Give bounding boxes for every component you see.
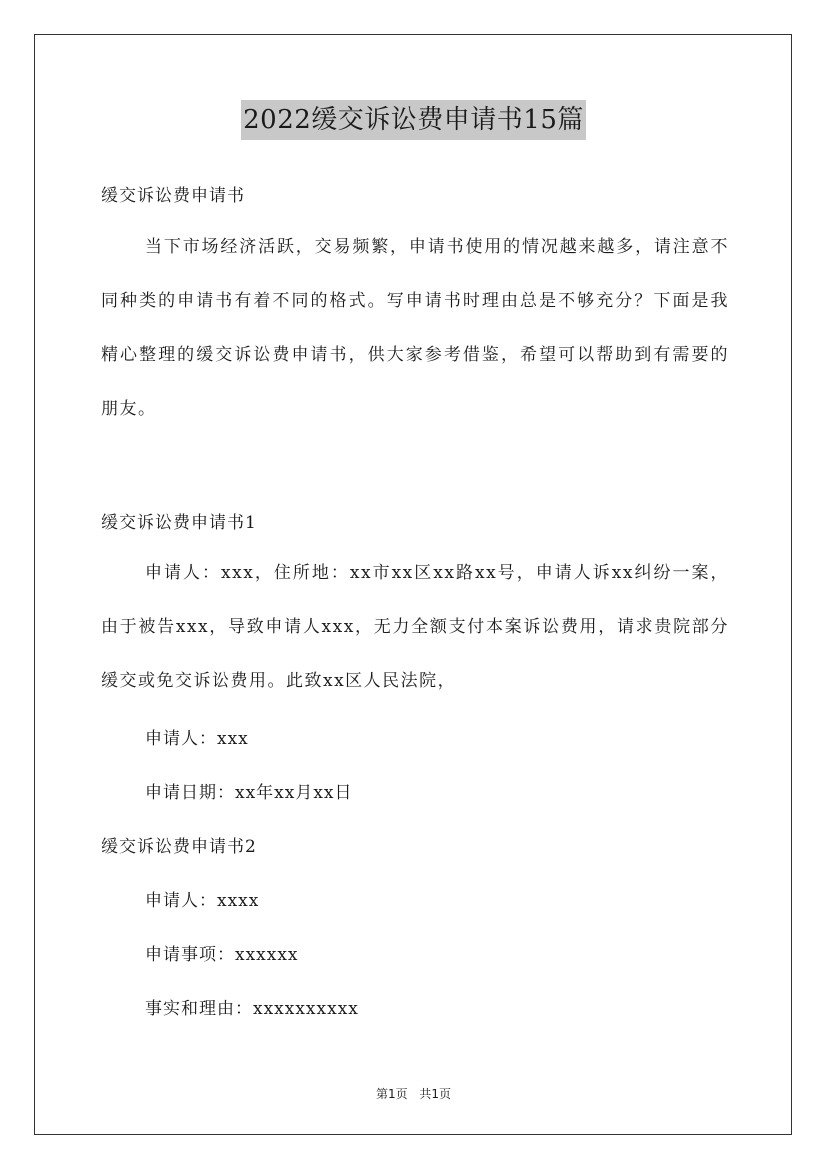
page-total: 共1页: [419, 1087, 452, 1101]
document-title: 2022缓交诉讼费申请书15篇: [241, 100, 586, 140]
intro-paragraph: 当下市场经济活跃，交易频繁，申请书使用的情况越来越多，请注意不同种类的申请书有着不同的格式。写申请书时理由总是不够充分？下面是我精心整理的缓交诉讼费申请书，供大家参考借鉴，希望可以帮助到有需要的朋友。: [101, 237, 729, 419]
section2-applicant: 申请人：xxxx: [145, 891, 260, 911]
section1-applicant: 申请人：xxx: [145, 729, 249, 749]
section1-body: 申请人：xxx，住所地：xx市xx区xx路xx号，申请人诉xx纠纷一案，由于被告xxx，导致申请人xxx，无力全额支付本案诉讼费用，请求贵院部分缓交或免交诉讼费用。此致xx区人民法院，: [101, 563, 729, 691]
section1-heading: 缓交诉讼费申请书1: [101, 513, 257, 533]
page-footer: [0, 1085, 827, 1102]
section2-matter: 申请事项：xxxxxx: [145, 945, 299, 965]
section2-heading: 缓交诉讼费申请书2: [101, 837, 257, 857]
title-container: [0, 100, 827, 140]
intro-heading: 缓交诉讼费申请书: [101, 186, 245, 206]
page-number: 第1页: [375, 1087, 408, 1101]
section2-facts: 事实和理由：xxxxxxxxxx: [145, 999, 359, 1019]
section1-date: 申请日期：xx年xx月xx日: [145, 783, 353, 803]
